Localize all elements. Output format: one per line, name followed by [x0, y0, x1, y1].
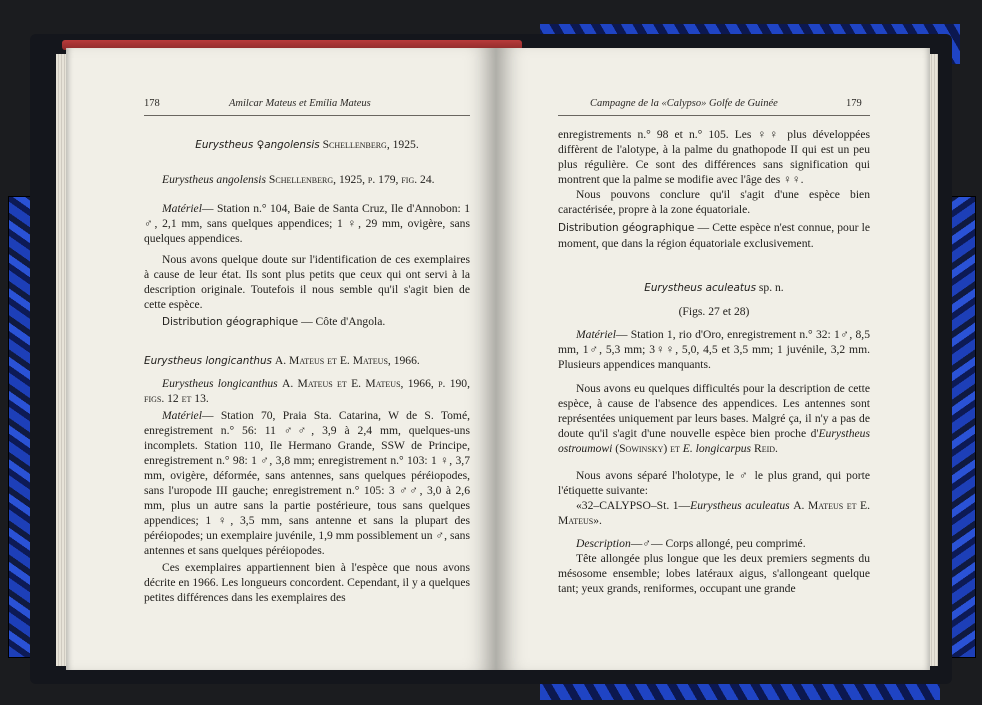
distribution-paragraph: Distribution géographique — Côte d'Angola. — [162, 315, 386, 328]
distribution-paragraph: Distribution géographique — Cette espèce n'est connue, pour le moment, que dans la région équatoriale exclusivement. — [558, 221, 870, 250]
right-page — [496, 48, 930, 670]
header-rule — [558, 115, 870, 116]
synonym-line: Eurystheus angolensis Schellenberg, 1925, p. 179, fig. 24. — [162, 173, 435, 186]
material-paragraph: Matériel— Station 70, Praia Sta. Catarina, W de S. Tomé, enregistrement n.° 56: 11 ♂♂, 3,9 à 2,4 mm, quelques-uns incomplets. Station 110, Ile Hermano Grande, SSW de Principe, enregistrement n.° 98: 1 ♂, 3,8 mm; enregistrement n.° 103: 1 ♀, 3,7 mm, ovigère, déformée, sans antennes, sans quelques péréiopodes, sans l'uropode III gauche; enregistrement n.° 105: 3 ♂♂, 3,0 à 2,6 mm, plus un autre sans la partie postérieure, tous sans quelques appendices; 1 ♀, 3,5 mm, sans antenne et sans la plupart des péréiopodes; un exemplaire juvénile, 1,9 mm possiblement un ♂, sans antennes et sans quelques péréiopodes. — [144, 409, 470, 557]
header-rule — [144, 115, 470, 116]
material-paragraph: Matériel— Station 1, rio d'Oro, enregistrement n.° 32: 1♂, 8,5 mm, 1♂, 5,3 mm; 3♀♀, 5,0, 4,5 et 3,5 mm; 1 juvénile, 3,2 mm. Plusieurs appendices manquants. — [558, 328, 870, 371]
remarks-paragraph: Nous avons eu quelques difficultés pour la description de cette espèce, à cause de l'absence des appendices. Les antennes sont représentées uniquement par leurs bases. Malgré ça, il n'y a pas de doute qu'il s'agit d'une nouvelle espèce bien proche d'Eurystheus ostroumowi (Sowinsky) et E. longicarpus Reid. — [558, 382, 870, 455]
remarks-paragraph: Ces exemplaires appartiennent bien à l'espèce que nous avons décrite en 1966. Les longueurs concordent. Cependant, il y a quelques petites différences dans les exemplaires des — [144, 561, 470, 604]
material-paragraph: Matériel— Station n.° 104, Baie de Santa Cruz, Ile d'Annobon: 1 ♂, 2,1 mm, sans quelques appendices; 1 ♀, 29 mm, ovigère, sans quelques appendices. — [144, 202, 470, 245]
holotype-paragraph: Nous avons séparé l'holotype, le ♂ le plus grand, qui porte l'étiquette suivante: — [558, 469, 870, 497]
continued-paragraph: enregistrements n.° 98 et n.° 105. Les ♀♀ plus développées diffèrent de l'alotype, à la palme du gnathopode II qui est un peu plus régulière. Ce sont des différences sans signification qui montrent que la palme se modifie avec l'âge des ♀♀. — [558, 128, 870, 186]
label-paragraph: «32–CALYPSO–St. 1—Eurystheus aculeatus A. Mateus et E. Mateus». — [558, 499, 871, 527]
left-page — [66, 48, 496, 670]
section-title: Eurystheus aculeatus sp. n. — [644, 281, 784, 294]
right-page-number: 179 — [846, 98, 862, 109]
right-running-head: Campagne de la «Calypso» Golfe de Guinée — [590, 98, 778, 109]
description-line: Description—♂— Corps allongé, peu comprimé. — [576, 537, 806, 550]
section-title: Eurystheus ♀angolensis Schellenberg, 1925. — [195, 138, 419, 151]
synonym-line: Eurystheus longicanthus A. Mateus et E. Mateus, 1966, p. 190, figs. 12 et 13. — [144, 377, 470, 405]
description-paragraph: Tête allongée plus longue que les deux premiers segments du mésosome ensemble; lobes latéraux aigus, s'allongeant quelque tant; yeux grands, reniformes, occupant une grande — [558, 552, 870, 595]
left-running-head: Amilcar Mateus et Emília Mateus — [229, 98, 371, 109]
left-page-number: 178 — [144, 98, 160, 109]
conclusion-paragraph: Nous pouvons conclure qu'il s'agit d'une espèce bien caractérisée, propre à la zone équatoriale. — [558, 188, 870, 216]
remarks-paragraph: Nous avons quelque doute sur l'identification de ces exemplaires à cause de leur état. Ils sont plus petits que ceux qui ont servi à la description originale. Toutefois il nous semble qu'il s'agit bien de cette espèce. — [144, 253, 470, 311]
section-title: Eurystheus longicanthus A. Mateus et E. Mateus, 1966. — [144, 354, 420, 367]
figure-reference: (Figs. 27 et 28) — [678, 305, 750, 318]
